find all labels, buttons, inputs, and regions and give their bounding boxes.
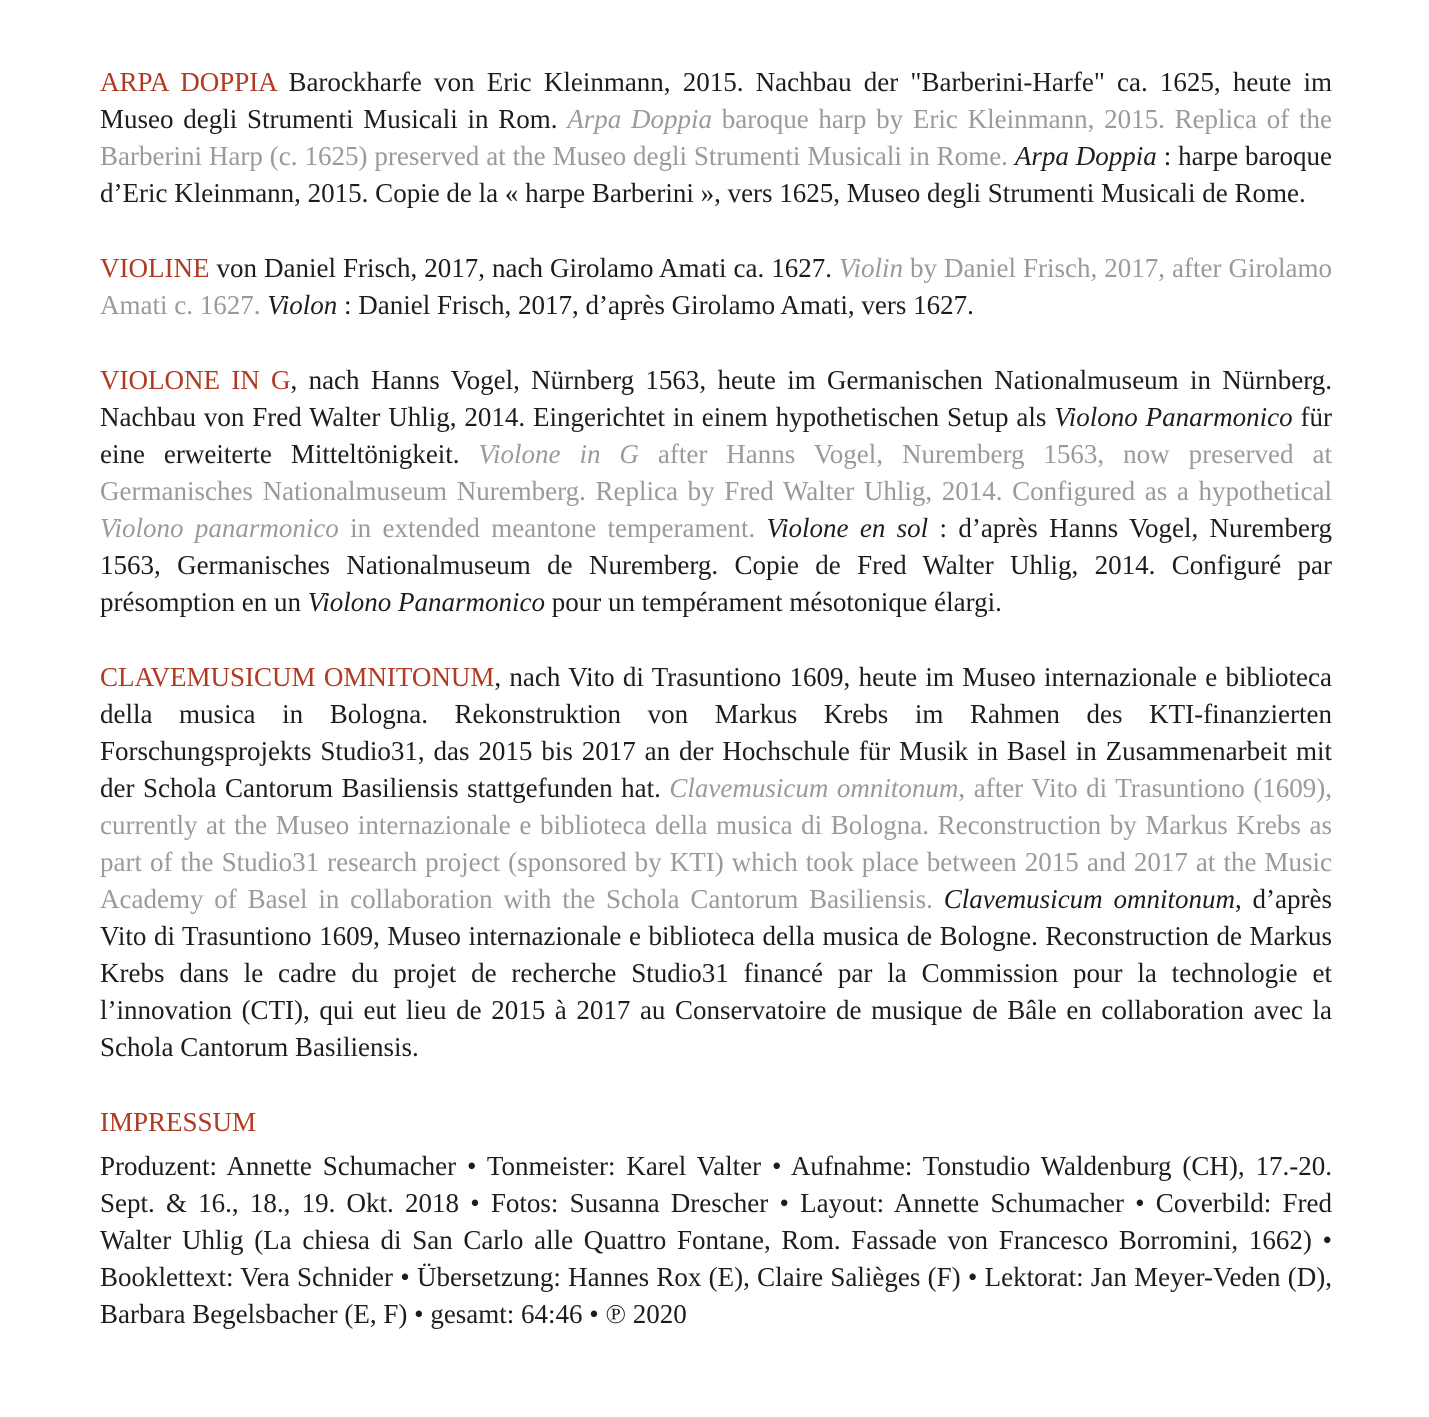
text-segment: Violone in G bbox=[478, 439, 639, 469]
text-segment: in extended meantone temperament. bbox=[338, 513, 767, 543]
text-segment: : d’après Hanns Vogel, Nuremberg 1563, Germanisches Nationalmuseum de Nuremberg. Copie de Fred Walter Uhlig, 2014. Configuré par présomption en un bbox=[100, 513, 1332, 617]
section-heading-text: VIOLINE bbox=[100, 253, 210, 283]
text-segment: , d’après Vito di Trasuntiono 1609, Museo internazionale e biblioteca della musica de Bologne. Reconstruction de Markus Krebs dans le cadre du projet de recherche Studio31 financé par la Commission pour la technologie et l’innovation (CTI), qui eut lieu de 2015 à 2017 au Conservatoire de musique de Bâle en collaboration avec la Schola Cantorum Basiliensis. bbox=[100, 884, 1333, 1062]
text-segment: Clavemusicum omnitonum bbox=[669, 773, 959, 803]
text-segment: Violono panarmonico bbox=[100, 513, 339, 543]
text-segment: Barockharfe von Eric Kleinmann, 2015. Nachbau der "Barberini-Harfe" ca. 1625, heute im Museo degli Strumenti Musicali in Rom. bbox=[100, 67, 1332, 134]
paragraph-violone-in-g bbox=[100, 362, 1332, 621]
text-segment: : Daniel Frisch, 2017, d’après Girolamo Amati, vers 1627. bbox=[337, 290, 974, 320]
section-heading-text: CLAVEMUSICUM OMNITONUM bbox=[100, 662, 495, 692]
text-segment: , nach Hanns Vogel, Nürnberg 1563, heute im Germanischen Nationalmuseum in Nürnberg. Nachbau von Fred Walter Uhlig, 2014. Eingerichtet in einem hypothetischen Setup als bbox=[100, 365, 1332, 432]
section-heading-text: IMPRESSUM bbox=[100, 1107, 257, 1137]
text-segment: Violon bbox=[267, 290, 338, 320]
liner-notes bbox=[100, 64, 1332, 1333]
paragraph-arpa-doppia bbox=[100, 64, 1332, 212]
text-segment: Violone en sol bbox=[766, 513, 929, 543]
paragraph-clavemusicum-omnitonum bbox=[100, 659, 1332, 1066]
text-segment: Violono Panarmonico bbox=[307, 587, 545, 617]
section-heading-text: ARPA DOPPIA bbox=[100, 67, 277, 97]
text-segment: von Daniel Frisch, 2017, nach Girolamo Amati ca. 1627. bbox=[209, 253, 839, 283]
paragraph-impressum-body bbox=[100, 1148, 1332, 1333]
section-heading-text: VIOLONE IN G bbox=[100, 365, 291, 395]
text-segment: : harpe baroque d’Eric Kleinmann, 2015. Copie de la « harpe Barberini », vers 1625, Museo degli Strumenti Musicali de Rome. bbox=[100, 141, 1333, 208]
paragraph-violine bbox=[100, 250, 1332, 324]
text-segment: Arpa Doppia bbox=[567, 104, 712, 134]
text-segment: after Hanns Vogel, Nuremberg 1563, now preserved at Germanisches Nationalmuseum Nuremberg. Replica by Fred Walter Uhlig, 2014. Configured as a hypothetical bbox=[100, 439, 1332, 506]
text-segment: , after Vito di Trasuntiono (1609), currently at the Museo internazionale e biblioteca della musica di Bologna. Reconstruction by Markus Krebs as part of the Studio31 research project (sponsored by KTI) which took place between 2015 and 2017 at the Music Academy of Basel in collaboration with the Schola Cantorum Basiliensis. bbox=[100, 773, 1332, 914]
text-segment: Arpa Doppia bbox=[1014, 141, 1157, 171]
text-segment: Violono Panarmonico bbox=[1054, 402, 1293, 432]
text-segment: Violin bbox=[839, 253, 903, 283]
text-segment: by Daniel Frisch, 2017, after Girolamo Amati c. 1627. bbox=[100, 253, 1332, 320]
text-segment: , nach Vito di Trasuntiono 1609, heute im Museo internazionale e biblioteca della musica in Bologna. Rekonstruktion von Markus Krebs im Rahmen des KTI-finanzierten Forschungsprojekts Studio31, das 2015 bis 2017 an der Hochschule für Musik in Basel in Zusammenarbeit mit der Schola Cantorum Basiliensis stattgefunden hat. bbox=[100, 662, 1332, 803]
text-segment: Produzent: Annette Schumacher • Tonmeister: Karel Valter • Aufnahme: Tonstudio Waldenburg (CH), 17.-20. Sept. & 16., 18., 19. Okt. 2018 • Fotos: Susanna Drescher • Layout: Annette Schumacher • Coverbild: Fred Walter Uhlig (La chiesa di San Carlo alle Quattro Fontane, Rom. Fassade von Francesco Borromini, 1662) • Booklettext: Vera Schnider • Übersetzung: Hannes Rox (E), Claire Salièges (F) • Lektorat: Jan Meyer-Veden (D), Barbara Begelsbacher (E, F) • gesamt: 64:46 • ℗ 2020 bbox=[100, 1151, 1332, 1329]
text-segment: pour un tempérament mésotonique élargi. bbox=[544, 587, 1002, 617]
paragraph-impressum-heading bbox=[100, 1104, 1332, 1141]
text-segment: baroque harp by Eric Kleinmann, 2015. Replica of the Barberini Harp (c. 1625) preserved at the Museo degli Strumenti Musicali in Rome. bbox=[100, 104, 1332, 171]
text-segment: für eine erweiterte Mitteltönigkeit. bbox=[100, 402, 1332, 469]
text-segment: Clavemusicum omnitonum bbox=[943, 884, 1235, 914]
